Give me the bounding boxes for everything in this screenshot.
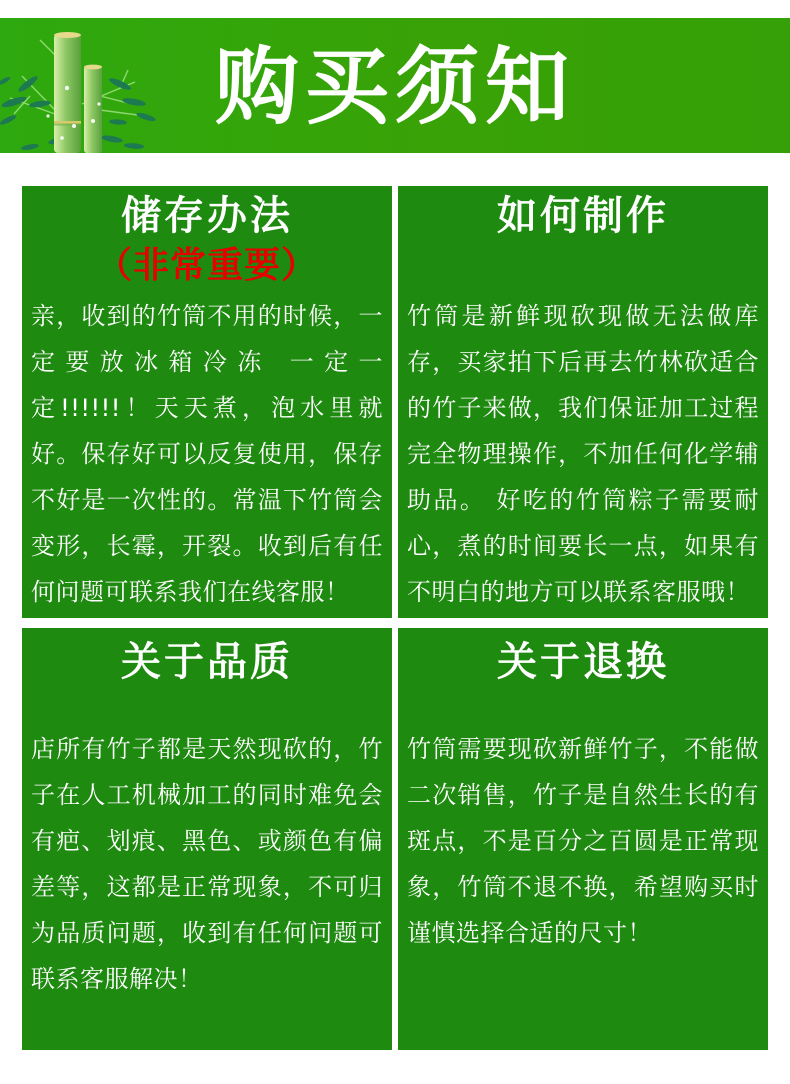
- panel-storage-title: 储存办法: [121, 193, 293, 239]
- panel-how-to-make-body: 竹筒是新鲜现砍现做无法做库存，买家拍下后再去竹林砍适合的竹子来做，我们保证加工过程完全物理操作，不加任何化学辅助品。 好吃的竹筒粽子需要耐心，煮的时间要长一点，如果有不明白的地方可以联系客服哦！: [407, 302, 759, 606]
- panel-about-quality-body: 店所有竹子都是天然现砍的，竹子在人工机械加工的同时难免会有疤、划痕、黑色、或颜色有偏差等，这都是正常现象，不可归为品质问题，收到有任何问题可联系客服解决！: [31, 735, 383, 993]
- panel-how-to-make: [398, 186, 768, 618]
- panel-about-quality-head: [22, 628, 392, 726]
- panel-returns-exchanges-body: 竹筒需要现砍新鲜竹子，不能做二次销售，竹子是自然生长的有斑点，不是百分之百圆是正常现象，竹筒不退不换，希望购买时谨慎选择合适的尺寸！: [407, 735, 759, 947]
- panel-storage-important-note: （非常重要）: [95, 245, 318, 286]
- panel-returns-exchanges-head: [398, 628, 768, 726]
- header-banner: [0, 18, 790, 153]
- panel-storage-method: [22, 186, 392, 618]
- notice-grid: [22, 186, 768, 1050]
- panel-about-quality: [22, 628, 392, 1050]
- panel-returns-exchanges: [398, 628, 768, 1050]
- panel-how-to-make-title: 如何制作: [497, 193, 669, 239]
- panel-returns-exchanges-title: 关于退换: [497, 639, 669, 685]
- page-title: 购买须知: [214, 38, 575, 136]
- panel-about-quality-title: 关于品质: [121, 639, 293, 685]
- panel-storage-head: [22, 186, 392, 293]
- panel-how-to-make-head: [398, 186, 768, 293]
- panel-storage-body: 亲，收到的竹筒不用的时候，一定要放冰箱冷冻 一定一定!!!!!!！天天煮，泡水里就好。保存好可以反复使用，保存不好是一次性的。常温下竹筒会变形，长霉，开裂。收到后有任何问题可联系我们在线客服！: [31, 302, 383, 606]
